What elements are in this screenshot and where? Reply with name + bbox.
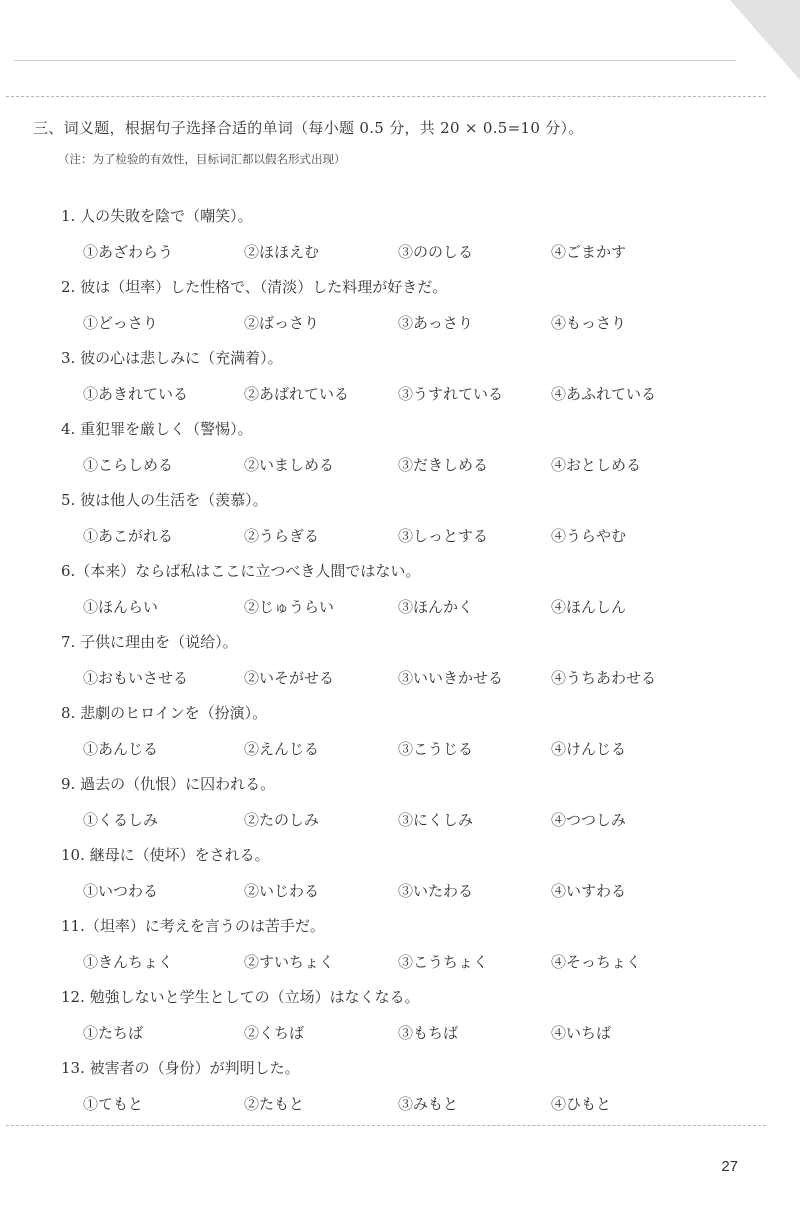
answer-option-1: ①たちば [83, 1024, 144, 1042]
answer-option-1: ①いつわる [83, 882, 159, 900]
answer-option-2: ②いじわる [244, 882, 320, 900]
section-note: （注：为了检验的有效性，目标词汇都以假名形式出现） [58, 152, 346, 166]
answer-option-3: ③いたわる [398, 882, 474, 900]
answer-option-1: ①あきれている [83, 385, 189, 403]
question-item [61, 552, 761, 623]
answer-option-2: ②ほほえむ [244, 243, 320, 261]
answer-option-4: ④いすわる [551, 882, 627, 900]
answer-option-3: ③こうじる [398, 740, 474, 758]
question-text: 5. 彼は他人の生活を（羡慕）。 [61, 491, 268, 509]
question-item [61, 623, 761, 694]
answer-option-3: ③もちば [398, 1024, 459, 1042]
question-text: 11.（坦率）に考えを言うのは苦手だ。 [61, 917, 325, 935]
answer-option-1: ①くるしみ [83, 811, 159, 829]
answer-option-4: ④けんじる [551, 740, 627, 758]
answer-option-1: ①こらしめる [83, 456, 174, 474]
answer-option-1: ①てもと [83, 1095, 144, 1113]
question-list [61, 197, 761, 1120]
answer-option-2: ②すいちょく [244, 953, 335, 971]
question-text: 8. 悲劇のヒロインを（扮演）。 [61, 704, 268, 722]
answer-option-4: ④ごまかす [551, 243, 627, 261]
answer-option-2: ②いましめる [244, 456, 335, 474]
answer-option-2: ②たもと [244, 1095, 305, 1113]
answer-option-1: ①きんちょく [83, 953, 174, 971]
question-item [61, 907, 761, 978]
question-text: 10. 継母に（使坏）をされる。 [61, 846, 270, 864]
answer-option-4: ④もっさり [551, 314, 627, 332]
question-item [61, 978, 761, 1049]
answer-option-1: ①あんじる [83, 740, 159, 758]
question-text: 7. 子供に理由を（说给）。 [61, 633, 238, 651]
question-item [61, 197, 761, 268]
answer-option-3: ③しっとする [398, 527, 489, 545]
question-item [61, 1049, 761, 1120]
page-corner-fold [730, 0, 800, 80]
answer-option-3: ③ののしる [398, 243, 474, 261]
answer-option-2: ②いそがせる [244, 669, 335, 687]
answer-option-3: ③あっさり [398, 314, 473, 332]
question-item [61, 339, 761, 410]
section-bottom-divider [6, 1125, 766, 1126]
page-number: 27 [721, 1158, 738, 1175]
section-heading: 三、词义题，根据句子选择合适的单词（每小题 0.5 分，共 20 × 0.5=10 分）。 [33, 119, 584, 137]
answer-option-2: ②えんじる [244, 740, 320, 758]
section-top-divider [6, 96, 766, 97]
answer-option-3: ③だきしめる [398, 456, 489, 474]
question-item [61, 481, 761, 552]
question-item [61, 694, 761, 765]
question-item [61, 410, 761, 481]
answer-option-2: ②あばれている [244, 385, 350, 403]
answer-option-3: ③にくしみ [398, 811, 474, 829]
answer-option-2: ②たのしみ [244, 811, 320, 829]
question-text: 2. 彼は（坦率）した性格で、（清淡）した料理が好きだ。 [61, 278, 448, 296]
answer-option-4: ④そっちょく [551, 953, 642, 971]
answer-option-2: ②ばっさり [244, 314, 320, 332]
question-text: 6.（本来）ならば私はここに立つべき人間ではない。 [61, 562, 421, 580]
answer-option-1: ①どっさり [83, 314, 158, 332]
question-text: 12. 勉強しないと学生としての（立场）はなくなる。 [61, 988, 420, 1006]
answer-option-3: ③みもと [398, 1095, 459, 1113]
answer-option-3: ③こうちょく [398, 953, 489, 971]
answer-option-4: ④つつしみ [551, 811, 627, 829]
question-text: 3. 彼の心は悲しみに（充满着）。 [61, 349, 283, 367]
answer-option-1: ①ほんらい [83, 598, 159, 616]
answer-option-4: ④うちあわせる [551, 669, 657, 687]
answer-option-2: ②じゅうらい [244, 598, 335, 616]
header-rule [14, 60, 736, 61]
question-item [61, 765, 761, 836]
answer-option-1: ①おもいさせる [83, 669, 189, 687]
answer-option-2: ②くちば [244, 1024, 305, 1042]
question-item [61, 836, 761, 907]
answer-option-4: ④いちば [551, 1024, 612, 1042]
question-text: 4. 重犯罪を厳しく（警惕）。 [61, 420, 253, 438]
answer-option-4: ④おとしめる [551, 456, 642, 474]
answer-option-2: ②うらぎる [244, 527, 320, 545]
answer-option-1: ①あこがれる [83, 527, 174, 545]
question-text: 1. 人の失敗を陰で（嘲笑）。 [61, 207, 253, 225]
answer-option-4: ④あふれている [551, 385, 657, 403]
answer-option-3: ③ほんかく [398, 598, 474, 616]
answer-option-3: ③いいきかせる [398, 669, 504, 687]
question-text: 13. 被害者の（身份）が判明した。 [61, 1059, 300, 1077]
answer-option-4: ④うらやむ [551, 527, 627, 545]
answer-option-3: ③うすれている [398, 385, 504, 403]
question-text: 9. 過去の（仇恨）に囚われる。 [61, 775, 276, 793]
answer-option-4: ④ほんしん [551, 598, 627, 616]
question-item [61, 268, 761, 339]
answer-option-1: ①あざわらう [83, 243, 174, 261]
answer-option-4: ④ひもと [551, 1095, 612, 1113]
